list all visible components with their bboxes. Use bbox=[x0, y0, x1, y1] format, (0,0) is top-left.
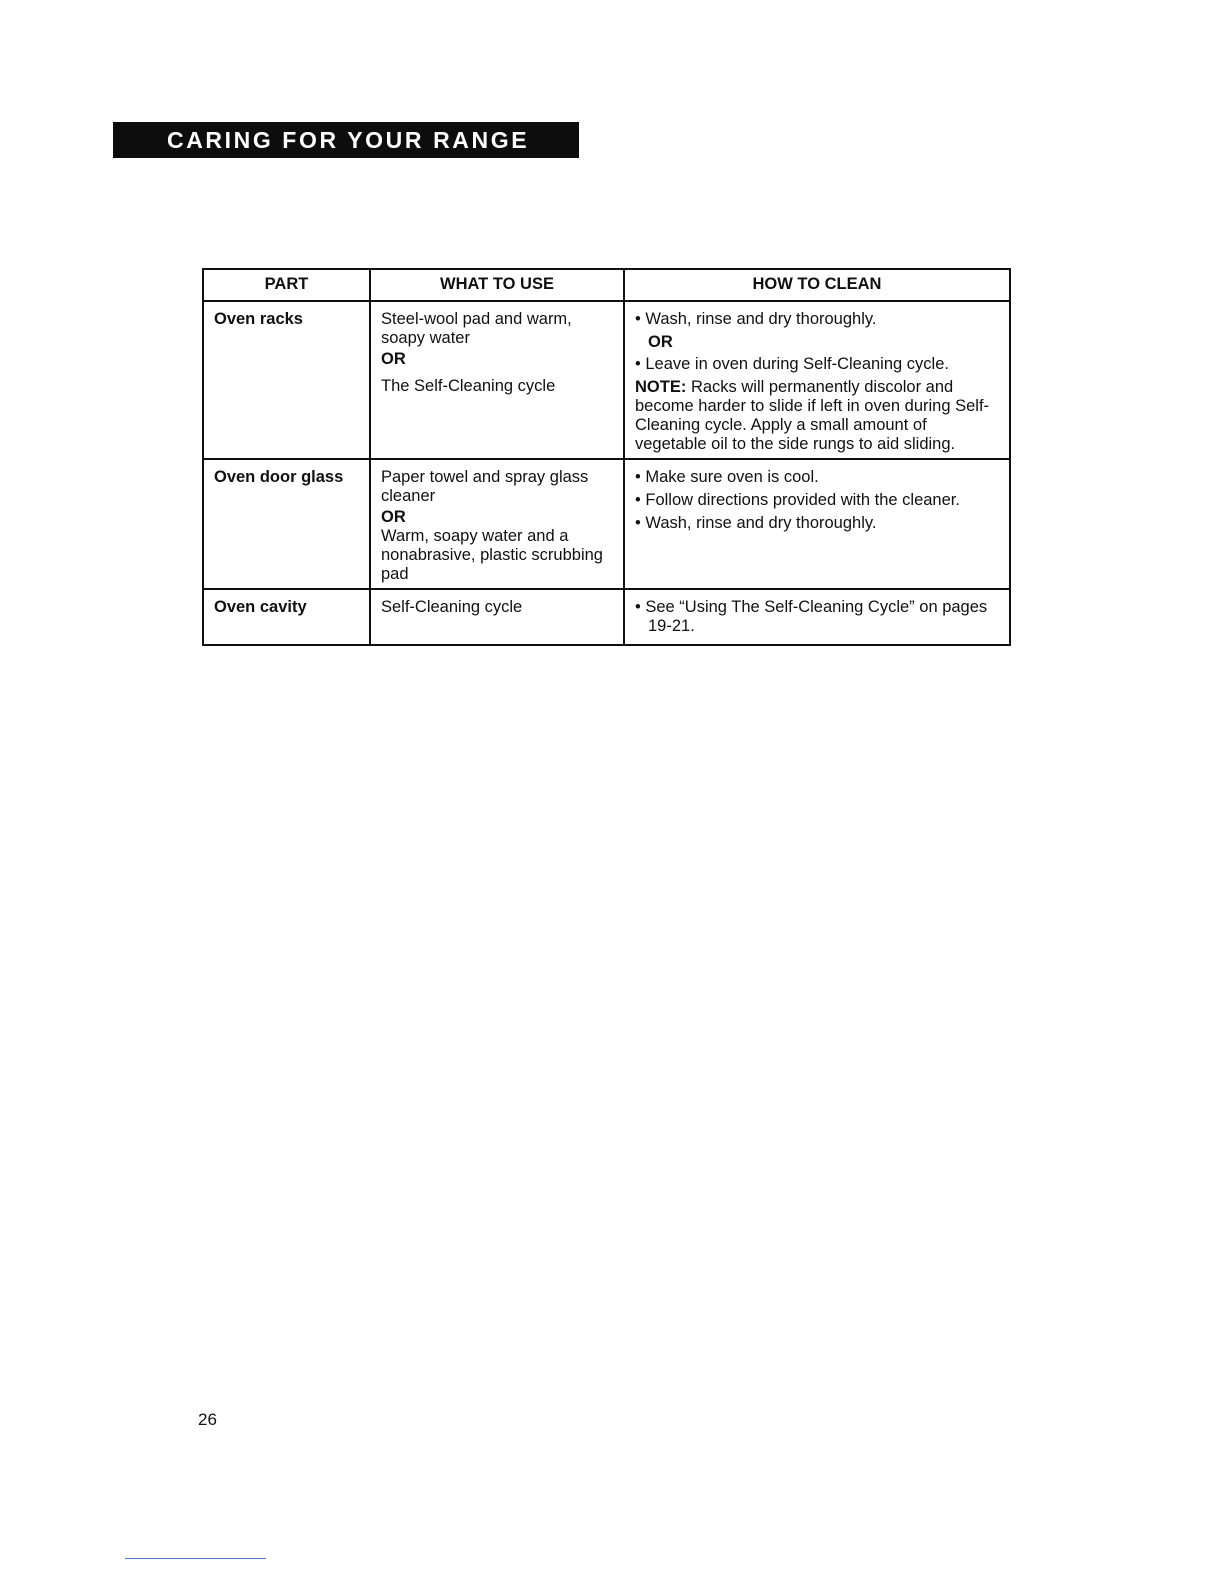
how-to-clean-cell bbox=[624, 301, 1010, 459]
what-to-use-cell bbox=[370, 589, 624, 645]
what-to-use-text: The Self-Cleaning cycle bbox=[381, 377, 556, 395]
part-name: Oven cavity bbox=[214, 598, 307, 616]
instruction-bullet: • Wash, rinse and dry thoroughly. bbox=[635, 310, 877, 328]
instruction-bullet: • Follow directions provided with the cleaner. bbox=[635, 491, 960, 509]
table-header-row bbox=[203, 269, 1010, 301]
column-header-how-to-clean: HOW TO CLEAN bbox=[624, 269, 1010, 301]
table-row bbox=[203, 301, 1010, 459]
note-label: NOTE: bbox=[635, 378, 687, 396]
part-cell bbox=[203, 589, 370, 645]
page-number: 26 bbox=[198, 1410, 217, 1429]
column-header-what-to-use: WHAT TO USE bbox=[370, 269, 624, 301]
part-name: Oven racks bbox=[214, 310, 303, 328]
what-to-use-text: Steel-wool pad and warm, soapy water bbox=[381, 310, 572, 347]
instruction-bullet: • Make sure oven is cool. bbox=[635, 468, 819, 486]
cleaning-table bbox=[202, 268, 1011, 646]
footer-rule bbox=[125, 1558, 266, 1559]
column-header-part: PART bbox=[203, 269, 370, 301]
or-label: OR bbox=[648, 333, 673, 351]
instruction-bullet: • See “Using The Self-Cleaning Cycle” on pages 19-21. bbox=[635, 598, 988, 635]
part-cell bbox=[203, 459, 370, 589]
part-name: Oven door glass bbox=[214, 468, 344, 486]
how-to-clean-cell bbox=[624, 459, 1010, 589]
note-block bbox=[635, 378, 1001, 454]
what-to-use-text: Paper towel and spray glass cleaner bbox=[381, 468, 589, 505]
table-row bbox=[203, 459, 1010, 589]
or-label: OR bbox=[381, 350, 406, 368]
or-label: OR bbox=[381, 508, 406, 526]
what-to-use-cell bbox=[370, 301, 624, 459]
part-cell bbox=[203, 301, 370, 459]
section-title: CARING FOR YOUR RANGE bbox=[167, 127, 530, 153]
instruction-bullet: • Wash, rinse and dry thoroughly. bbox=[635, 514, 877, 532]
table-row bbox=[203, 589, 1010, 645]
what-to-use-text: Warm, soapy water and a nonabrasive, plastic scrubbing pad bbox=[381, 527, 603, 583]
section-header bbox=[113, 122, 579, 158]
what-to-use-cell bbox=[370, 459, 624, 589]
how-to-clean-cell bbox=[624, 589, 1010, 645]
note-text: Racks will permanently discolor and become harder to slide if left in oven during Self-Cleaning cycle. Apply a small amount of vegetable oil to the side rungs to aid sliding. bbox=[635, 378, 990, 453]
what-to-use-text: Self-Cleaning cycle bbox=[381, 598, 523, 616]
instruction-bullet: • Leave in oven during Self-Cleaning cycle. bbox=[635, 355, 949, 373]
